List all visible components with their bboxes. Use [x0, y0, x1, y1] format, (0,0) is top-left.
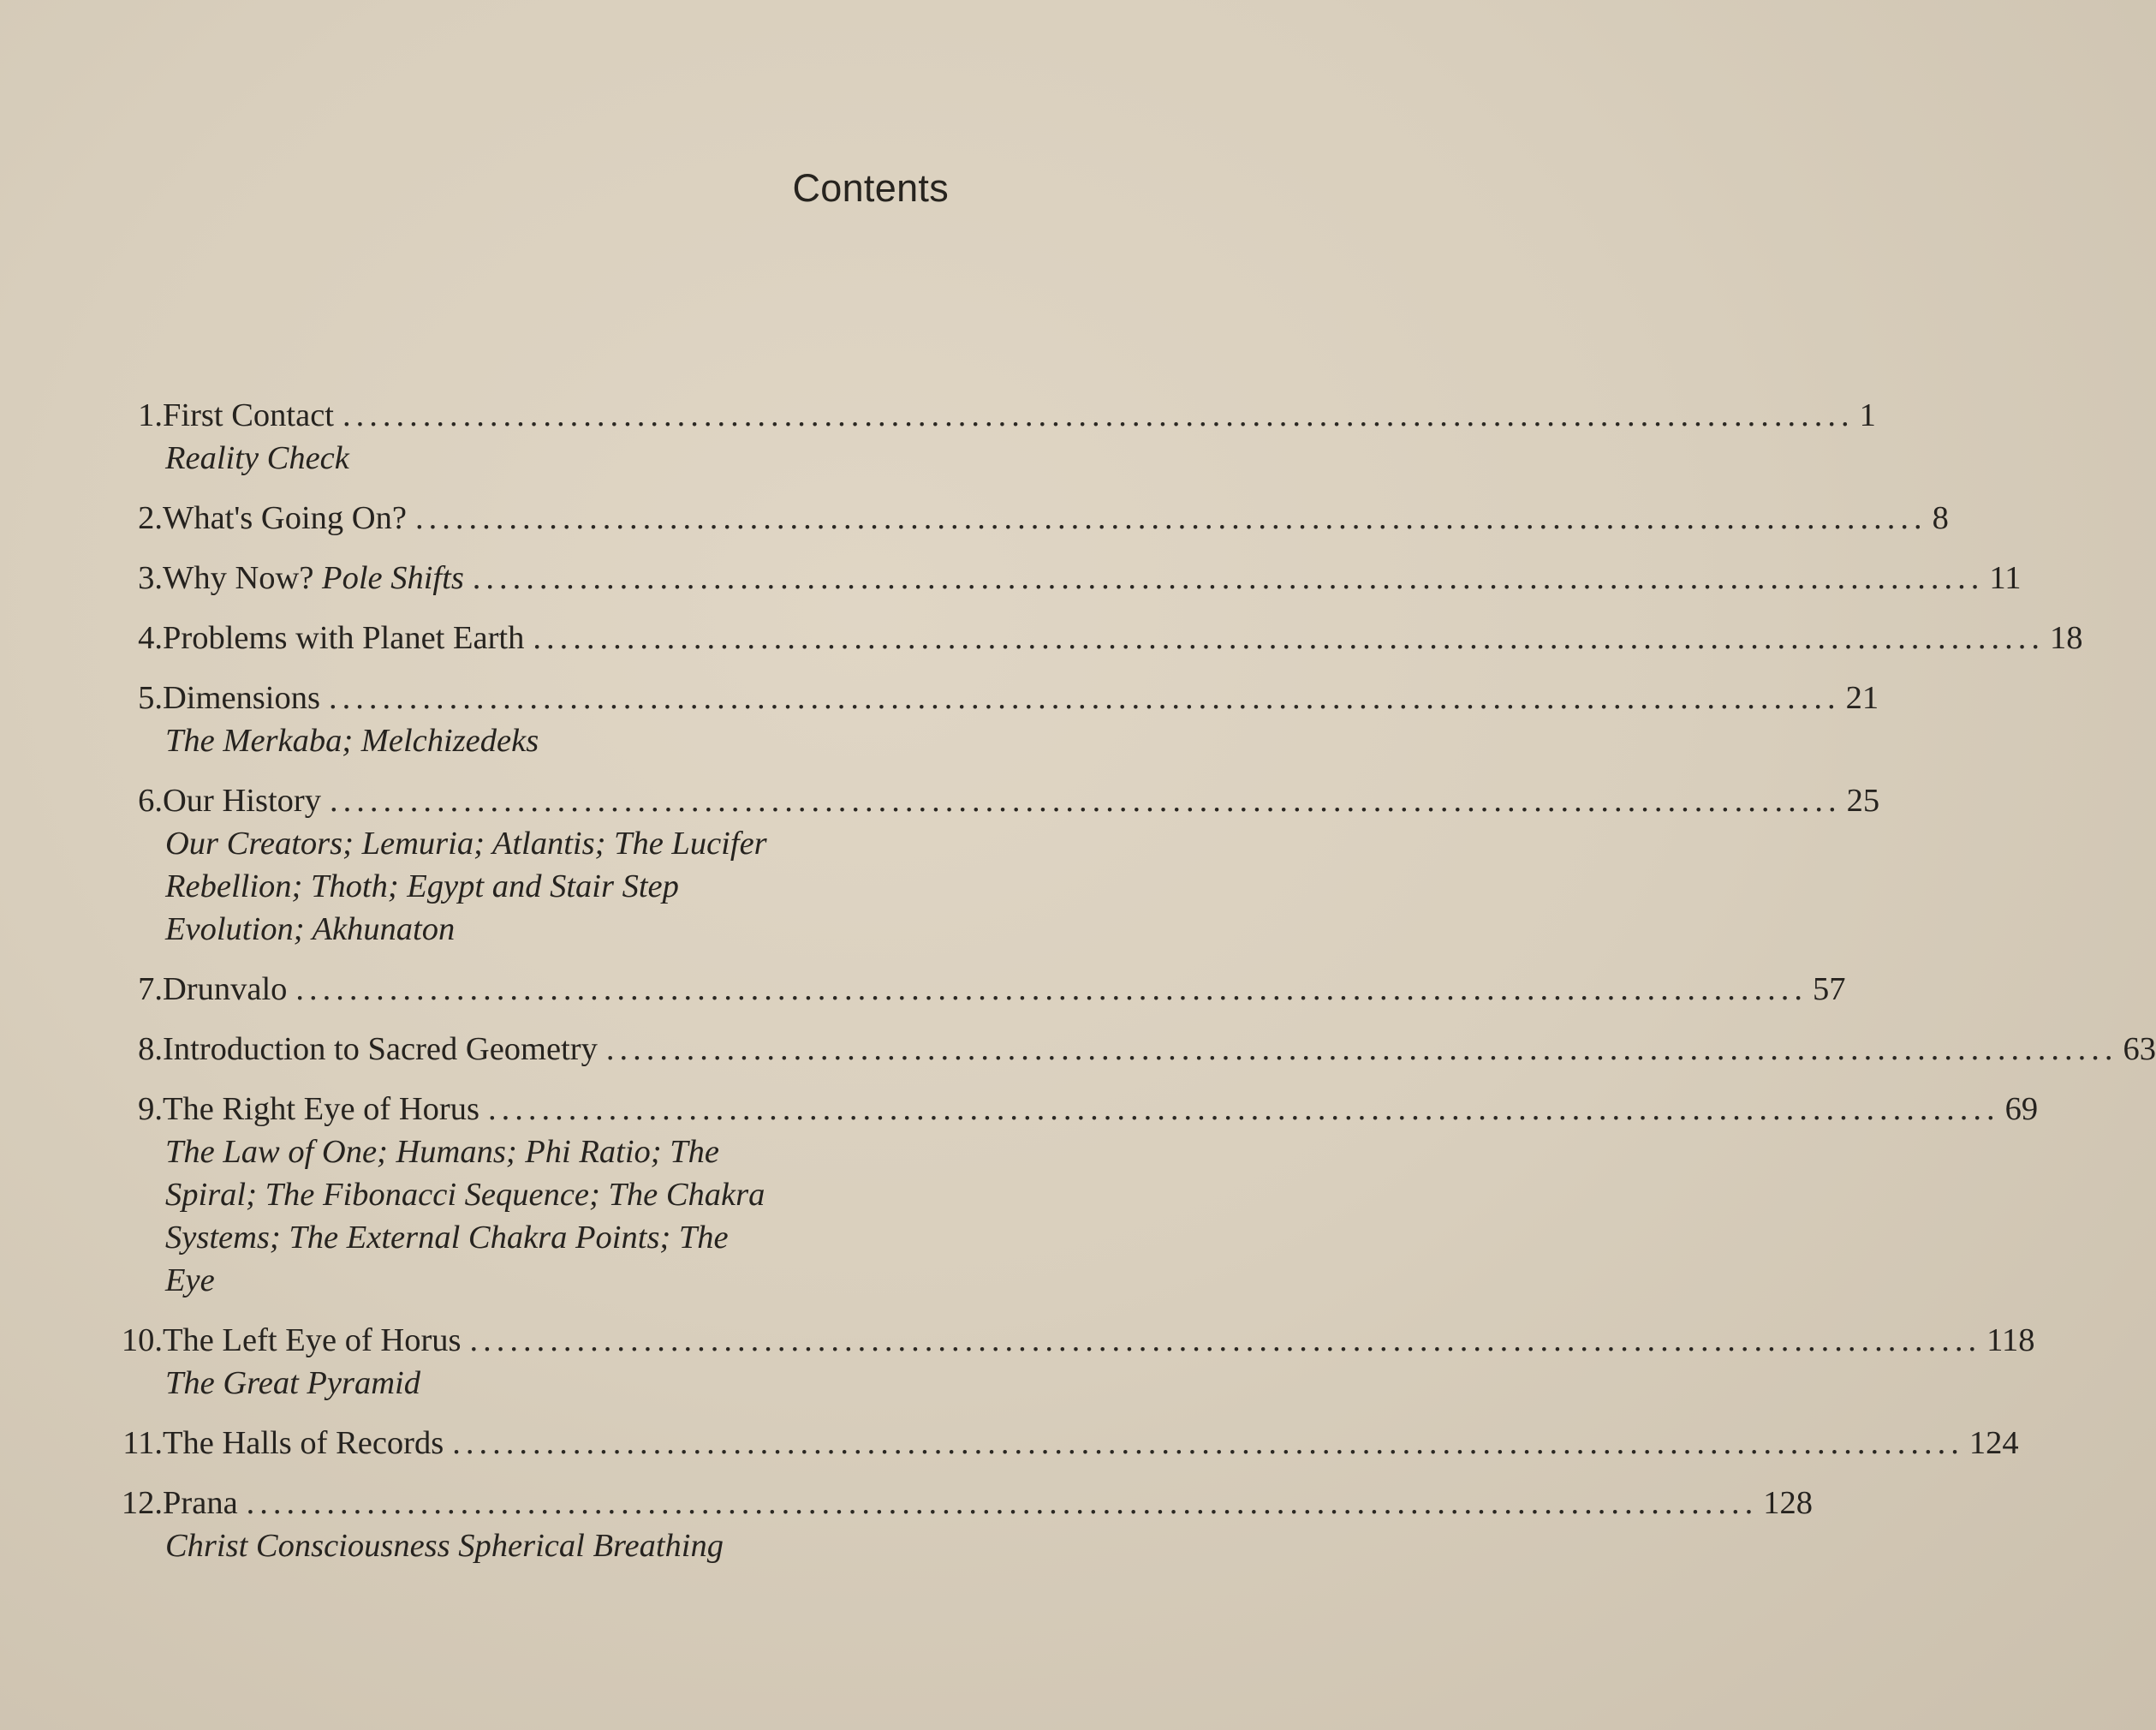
chapter-number: 4. [138, 620, 163, 656]
toc-entry [111, 1422, 2019, 1465]
chapter-number: 2. [138, 500, 163, 536]
toc-entry [111, 394, 1876, 480]
chapter-number: 9. [138, 1091, 163, 1127]
page-number: 124 [1968, 1425, 2019, 1461]
page-number: 118 [1986, 1322, 2035, 1358]
chapter-subtitle: Christ Consciousness Spherical Breathing [165, 1528, 724, 1564]
chapter-title: Prana [163, 1485, 238, 1521]
page-number: 63 [2123, 1031, 2156, 1067]
dot-leader: ................................................................................................................. [295, 971, 1808, 1007]
dot-leader: ................................................................................................................. [414, 500, 1927, 536]
chapter-title: Why Now? Pole Shifts [163, 560, 464, 596]
dot-leader: ................................................................................................................. [605, 1031, 2118, 1067]
toc-entry [111, 1028, 2156, 1071]
chapter-title: Drunvalo [163, 971, 288, 1007]
page-number: 11 [1989, 560, 2022, 596]
table-of-contents [111, 394, 2156, 1584]
chapter-number: 3. [138, 560, 163, 596]
chapter-title: Problems with Planet Earth [163, 620, 525, 656]
dot-leader: ................................................................................................................. [452, 1425, 1964, 1461]
toc-entry [111, 677, 1879, 762]
dot-leader: ................................................................................................................. [472, 560, 1985, 596]
dot-leader: ................................................................................................................. [487, 1091, 2000, 1127]
dot-leader: ................................................................................................................. [246, 1485, 1759, 1521]
toc-entry [111, 617, 2083, 659]
chapter-title: Dimensions [163, 680, 320, 716]
chapter-number: 1. [138, 397, 163, 433]
page-number: 8 [1932, 500, 1949, 536]
toc-entry [111, 557, 2022, 600]
chapter-number: 5. [138, 680, 163, 716]
chapter-subtitle: Reality Check [165, 440, 349, 476]
chapter-subtitle: Our Creators; Lemuria; Atlantis; The Lucifer Rebellion; Thoth; Egypt and Stair Step Evolution; Akhunaton [165, 826, 767, 947]
chapter-subtitle: The Great Pyramid [165, 1365, 420, 1401]
toc-entry [111, 497, 1949, 540]
page-number: 57 [1813, 971, 1846, 1007]
dot-leader: ................................................................................................................. [533, 620, 2045, 656]
chapter-number: 10. [121, 1322, 163, 1358]
toc-entry [111, 968, 1846, 1011]
toc-entry [111, 1088, 2039, 1302]
chapter-number: 8. [138, 1031, 163, 1067]
toc-entry [111, 1319, 2035, 1405]
chapter-number: 11. [122, 1425, 163, 1461]
dot-leader: ................................................................................................................. [330, 783, 1842, 819]
chapter-title: Introduction to Sacred Geometry [163, 1031, 598, 1067]
chapter-title: What's Going On? [163, 500, 407, 536]
page-number: 1 [1859, 397, 1876, 433]
dot-leader: ................................................................................................................. [342, 397, 1855, 433]
chapter-subtitle: The Law of One; Humans; Phi Ratio; The Spiral; The Fibonacci Sequence; The Chakra Systems; The External Chakra Points; The Eye [165, 1134, 765, 1298]
page-number: 69 [2004, 1091, 2039, 1127]
chapter-number: 12. [121, 1485, 163, 1521]
page-number: 25 [1846, 783, 1880, 819]
dot-leader: ................................................................................................................. [328, 680, 1841, 716]
chapter-title: The Right Eye of Horus [163, 1091, 479, 1127]
chapter-subtitle: The Merkaba; Melchizedeks [165, 723, 539, 759]
page-number: 18 [2050, 620, 2083, 656]
toc-entry [111, 779, 1880, 951]
page-number: 21 [1845, 680, 1879, 716]
toc-entry [111, 1482, 1814, 1567]
chapter-title: The Left Eye of Horus [163, 1322, 462, 1358]
dot-leader: ................................................................................................................. [469, 1322, 1982, 1358]
page-title: Contents [792, 166, 949, 210]
chapter-number: 7. [138, 971, 163, 1007]
chapter-title: Our History [163, 783, 321, 819]
chapter-title: The Halls of Records [163, 1425, 444, 1461]
chapter-title: First Contact [163, 397, 334, 433]
page-number: 128 [1763, 1485, 1814, 1521]
chapter-number: 6. [138, 783, 163, 819]
